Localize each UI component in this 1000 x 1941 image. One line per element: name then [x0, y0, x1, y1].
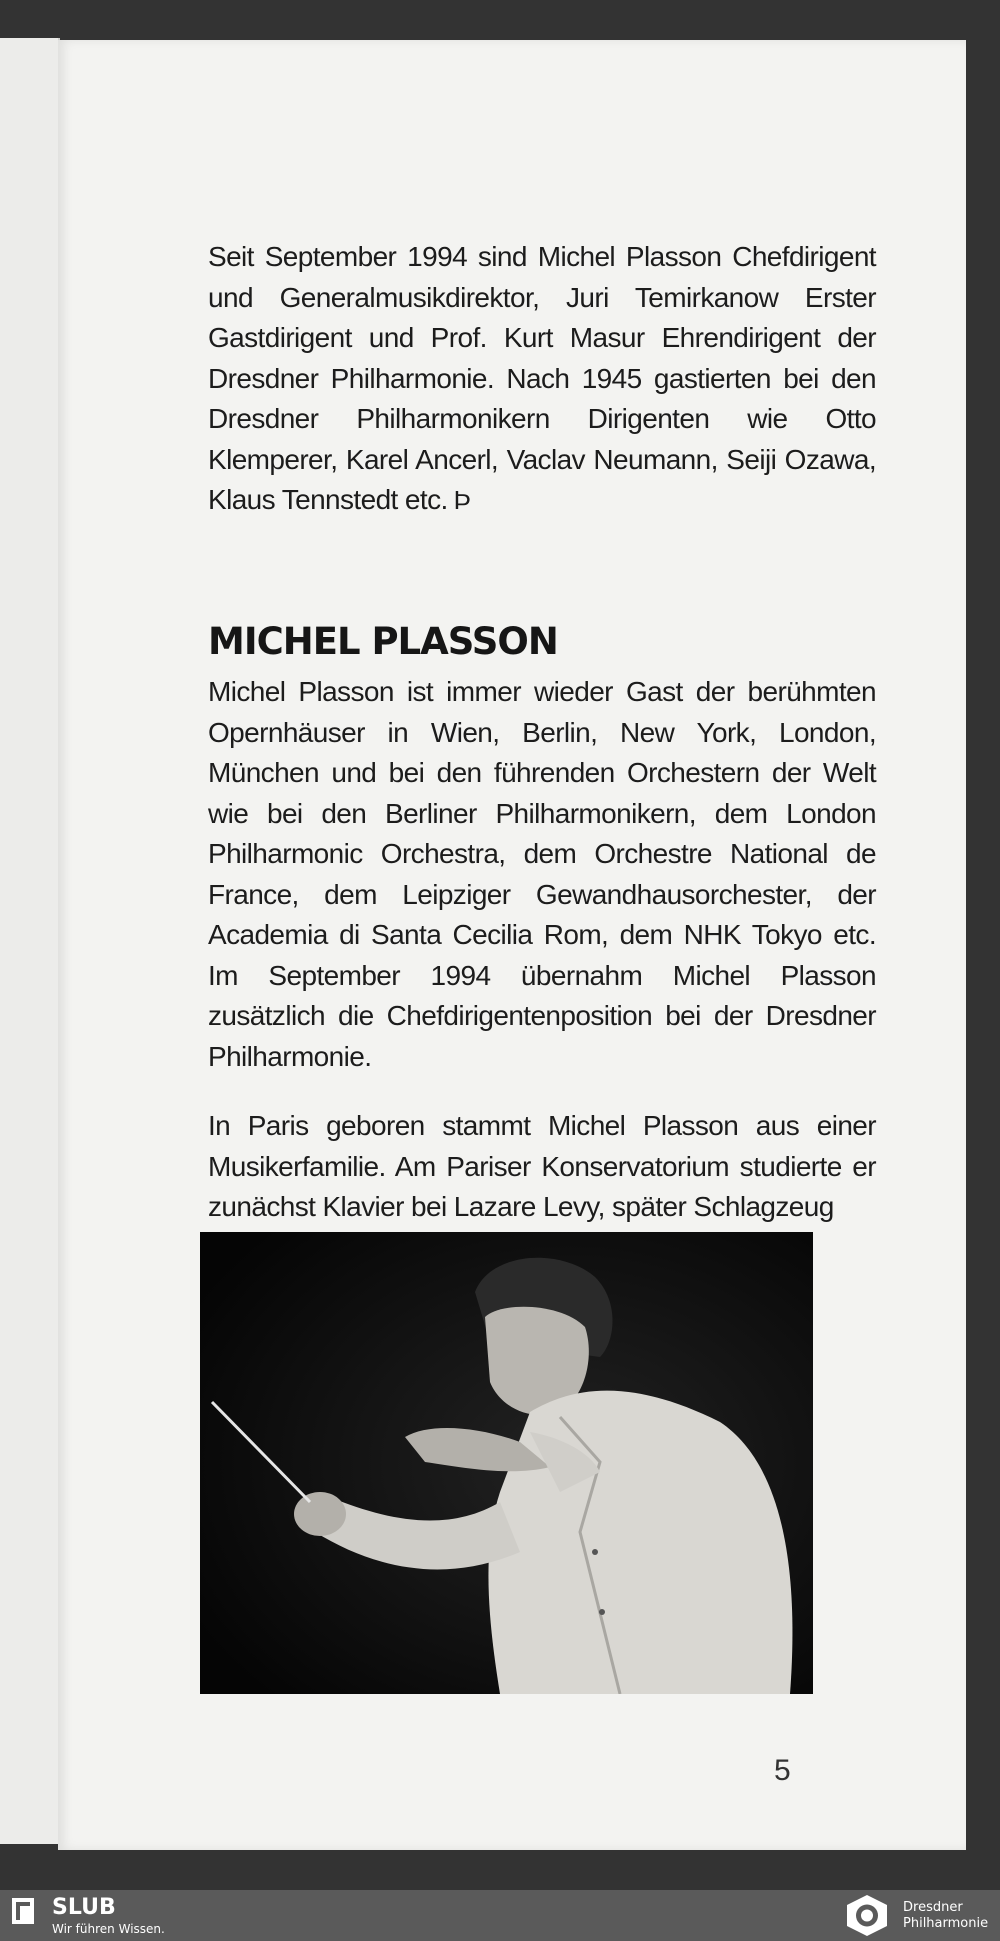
philharmonie-label: Philharmonie: [903, 1916, 989, 1931]
previous-page-edge: [0, 38, 60, 1844]
document-page: [58, 40, 966, 1850]
conductor-illustration: [200, 1232, 813, 1694]
section-end-icon: Þ: [453, 485, 471, 515]
slub-tagline: Wir führen Wissen.: [52, 1922, 165, 1936]
section-heading: MICHEL PLASSON: [208, 620, 558, 663]
slub-name[interactable]: SLUB: [52, 1895, 116, 1920]
background-paragraph: In Paris geboren stammt Michel Plasson aus einer Musikerfamilie. Am Pariser Konservatorium studierte er zunächst Klavier bei Lazare Levy, später Schlagzeug: [208, 1110, 876, 1222]
dresdner-philharmonie-logo-icon[interactable]: [842, 1893, 892, 1938]
intro-paragraph: [208, 237, 876, 521]
page-number: 5: [774, 1754, 791, 1787]
viewer-footer: [0, 1890, 1000, 1941]
biography-paragraph: Michel Plasson ist immer wieder Gast der berühmten Opernhäuser in Wien, Berlin, New York, London, München und bei den führenden Orchestern der Welt wie bei den Berliner Philharmonikern, dem London Philharmonic Orchestra, dem Orchestre National de France, dem Leipziger Gewandhausorchester, der Academia di Santa Cecilia Rom, dem NHK Tokyo etc. Im September 1994 übernahm Michel Plasson zusätzlich die Chefdirigentenposition bei der Dresdner Philharmonie.: [208, 676, 876, 1072]
dresdner-label: Dresdner: [903, 1900, 963, 1915]
intro-paragraph-text: Seit September 1994 sind Michel Plasson Chefdirigent und Generalmusikdirektor, Juri Temirkanow Erster Gastdirigent und Prof. Kurt Masur Ehrendirigent der Dresdner Philharmonie. Nach 1945 gastierten bei den Dresdner Philharmonikern Dirigenten wie Otto Klemperer, Karel Ancerl, Vaclav Neumann, Seiji Ozawa, Klaus Tennstedt etc.: [208, 241, 876, 515]
slub-logo-icon[interactable]: [12, 1898, 40, 1928]
conductor-photo: [200, 1232, 813, 1694]
